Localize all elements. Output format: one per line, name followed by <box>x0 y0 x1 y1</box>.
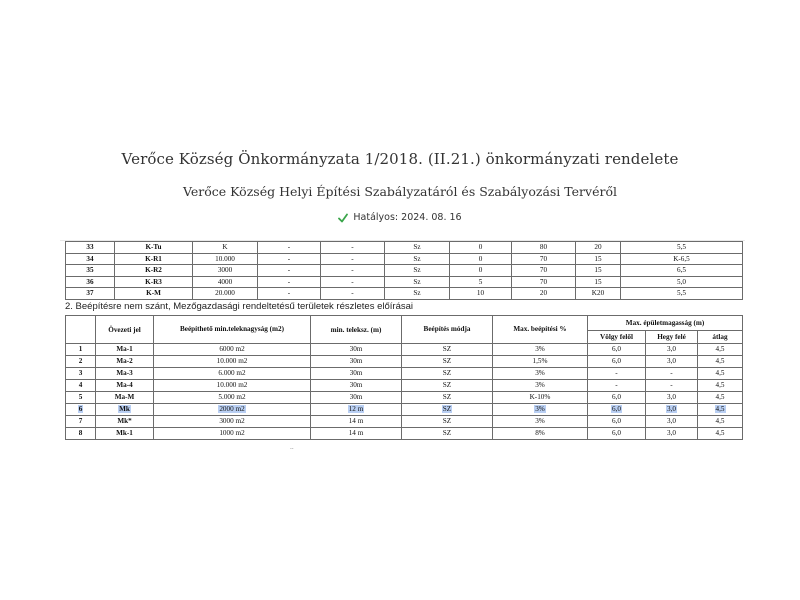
table-cell: 30m <box>311 392 402 404</box>
table-cell: SZ <box>402 368 493 380</box>
table-cell: 4,5 <box>698 344 743 356</box>
table-cell: 80 <box>512 242 576 254</box>
table-row <box>66 288 743 300</box>
table-cell: 20.000 <box>193 288 258 300</box>
table-cell: Mk-1 <box>96 428 154 440</box>
header-min-lot: Beépíthető min.teleknagyság (m2) <box>154 316 311 344</box>
header-zone: Övezeti jel <box>96 316 154 344</box>
table-cell: 6,0 <box>588 344 646 356</box>
table-cell: 6,0 <box>588 428 646 440</box>
table-cell: 6,0 <box>588 356 646 368</box>
table-cell: 4,5 <box>698 368 743 380</box>
table-cell <box>311 404 402 416</box>
table-cell: 3,0 <box>646 416 698 428</box>
table-cell: - <box>258 276 321 288</box>
table-cell: 14 m <box>311 428 402 440</box>
table-cell <box>698 404 743 416</box>
table-cell: Sz <box>385 288 450 300</box>
highlighted-text: 4,5 <box>715 405 725 414</box>
table-cell: 10.000 m2 <box>154 380 311 392</box>
table-cell: 0 <box>450 253 512 265</box>
highlighted-text: Mk <box>119 405 130 414</box>
table-cell: 5,5 <box>621 242 743 254</box>
table-cell: 3% <box>493 344 588 356</box>
table-cell: 4,5 <box>698 380 743 392</box>
table-cell: 4000 <box>193 276 258 288</box>
table-cell: 6,0 <box>588 392 646 404</box>
effective-date <box>338 212 461 223</box>
agricultural-zones-table <box>65 315 743 440</box>
table-cell: 3,0 <box>646 392 698 404</box>
table-cell: K-10% <box>493 392 588 404</box>
table-cell: K-R2 <box>115 265 193 277</box>
table-cell: K-M <box>115 288 193 300</box>
table-cell: - <box>646 368 698 380</box>
zones-table-upper <box>65 241 743 300</box>
table-cell: 5.000 m2 <box>154 392 311 404</box>
table-cell: 30m <box>311 368 402 380</box>
table-cell: 3,0 <box>646 428 698 440</box>
table-cell: 1,5% <box>493 356 588 368</box>
table-cell: 10.000 <box>193 253 258 265</box>
table-cell: SZ <box>402 392 493 404</box>
table-cell: 36 <box>66 276 115 288</box>
table-cell: 4 <box>66 380 96 392</box>
table-cell: 4,5 <box>698 428 743 440</box>
document-header <box>0 150 800 227</box>
table-cell: 34 <box>66 253 115 265</box>
table-cell: 1000 m2 <box>154 428 311 440</box>
table-cell <box>96 404 154 416</box>
table-cell: Sz <box>385 242 450 254</box>
table-cell: 70 <box>512 253 576 265</box>
table-cell: 70 <box>512 276 576 288</box>
table-cell: 3% <box>493 368 588 380</box>
table-cell: 4,5 <box>698 392 743 404</box>
table-cell: K <box>193 242 258 254</box>
table-cell: - <box>258 253 321 265</box>
header-index <box>66 316 96 344</box>
table-cell: K-6,5 <box>621 253 743 265</box>
table-cell: 1 <box>66 344 96 356</box>
highlighted-text: 3% <box>535 405 545 414</box>
highlighted-text: 3,0 <box>667 405 676 414</box>
table-cell: Sz <box>385 276 450 288</box>
table-cell <box>588 404 646 416</box>
table-cell: - <box>258 242 321 254</box>
table-cell: Ma-3 <box>96 368 154 380</box>
table-cell: SZ <box>402 380 493 392</box>
table-row <box>66 380 743 392</box>
table-cell: SZ <box>402 344 493 356</box>
table-cell: K-Tu <box>115 242 193 254</box>
table-cell: SZ <box>402 416 493 428</box>
table-cell: 15 <box>576 265 621 277</box>
table-row <box>66 428 743 440</box>
table-cell: - <box>258 288 321 300</box>
page-subtitle: Verőce Község Helyi Építési Szabályzatáról és Szabályozási Tervéről <box>183 184 617 199</box>
table-cell: 14 m <box>311 416 402 428</box>
table-cell: - <box>588 368 646 380</box>
table-cell: 4,5 <box>698 356 743 368</box>
effective-date-text: Hatályos: 2024. 08. 16 <box>353 212 462 223</box>
table-cell: SZ <box>402 428 493 440</box>
table-cell: 7 <box>66 416 96 428</box>
table-cell: Mk* <box>96 416 154 428</box>
section-heading: 2. Beépítésre nem szánt, Mezőgazdasági rendeltetésű területek részletes előírásai <box>65 301 413 312</box>
table-cell: - <box>258 265 321 277</box>
table-cell: 10 <box>450 288 512 300</box>
table-cell: 15 <box>576 253 621 265</box>
highlighted-text: SZ <box>442 405 452 414</box>
table-cell: 0 <box>450 242 512 254</box>
header-max-height: Max. épületmagasság (m) <box>588 316 743 331</box>
table-row <box>66 356 743 368</box>
table-cell: 6,0 <box>588 416 646 428</box>
table-cell: 8 <box>66 428 96 440</box>
table-cell: 33 <box>66 242 115 254</box>
table-cell: 3 <box>66 368 96 380</box>
table-cell: 35 <box>66 265 115 277</box>
table-cell: 3000 <box>193 265 258 277</box>
table-cell: 6000 m2 <box>154 344 311 356</box>
table-cell: Ma-2 <box>96 356 154 368</box>
table-cell: Ma-M <box>96 392 154 404</box>
highlighted-text: 6 <box>78 405 83 414</box>
table-cell: Sz <box>385 265 450 277</box>
table-row <box>66 368 743 380</box>
header-min-width: min. teleksz. (m) <box>311 316 402 344</box>
check-icon <box>338 213 348 223</box>
table-cell: 3000 m2 <box>154 416 311 428</box>
table-cell: SZ <box>402 356 493 368</box>
page-title: Verőce Község Önkormányzata 1/2018. (II.21.) önkormányzati rendelete <box>121 150 679 168</box>
table-cell <box>66 404 96 416</box>
page-mark: ·· <box>290 446 294 453</box>
table-cell: K-R3 <box>115 276 193 288</box>
header-hill: Hegy felé <box>646 331 698 344</box>
table-cell: 4,5 <box>698 416 743 428</box>
table-cell: 70 <box>512 265 576 277</box>
table-cell: 30m <box>311 356 402 368</box>
highlighted-text: 2000 m2 <box>219 405 245 414</box>
table-cell: - <box>321 288 385 300</box>
table-cell: 0 <box>450 265 512 277</box>
table-cell: 20 <box>512 288 576 300</box>
table-cell: Sz <box>385 253 450 265</box>
table-cell: 30m <box>311 380 402 392</box>
table-cell: K20 <box>576 288 621 300</box>
table-row <box>66 276 743 288</box>
table-cell: 15 <box>576 276 621 288</box>
table-cell: 30m <box>311 344 402 356</box>
table-cell: Ma-1 <box>96 344 154 356</box>
table-cell: 5,5 <box>621 288 743 300</box>
header-build-mode: Beépítés módja <box>402 316 493 344</box>
table-cell: 6.000 m2 <box>154 368 311 380</box>
table-cell: 5 <box>450 276 512 288</box>
table-cell: 37 <box>66 288 115 300</box>
table-cell <box>402 404 493 416</box>
table-cell: Ma-4 <box>96 380 154 392</box>
table-row <box>66 416 743 428</box>
highlighted-text: 6,0 <box>612 405 621 414</box>
table-cell: 3,0 <box>646 356 698 368</box>
table-cell: 5 <box>66 392 96 404</box>
table-cell <box>154 404 311 416</box>
header-valley: Völgy felől <box>588 331 646 344</box>
table-cell: - <box>321 253 385 265</box>
table-cell: 10.000 m2 <box>154 356 311 368</box>
table-cell: 20 <box>576 242 621 254</box>
table-row <box>66 265 743 277</box>
table-row <box>66 242 743 254</box>
header-avg: átlag <box>698 331 743 344</box>
table-cell <box>646 404 698 416</box>
table-cell: 3% <box>493 380 588 392</box>
table-row <box>66 404 743 416</box>
table-cell: - <box>321 265 385 277</box>
table-cell <box>493 404 588 416</box>
table-cell: - <box>646 380 698 392</box>
table-cell: 6,5 <box>621 265 743 277</box>
table-cell: 5,0 <box>621 276 743 288</box>
table-cell: - <box>588 380 646 392</box>
header-max-build: Max. beépítési % <box>493 316 588 344</box>
table-cell: 3,0 <box>646 344 698 356</box>
table-cell: K-R1 <box>115 253 193 265</box>
table-cell: - <box>321 242 385 254</box>
highlighted-text: 12 m <box>348 405 364 414</box>
table-cell: 3% <box>493 416 588 428</box>
table-row <box>66 344 743 356</box>
table-cell: 2 <box>66 356 96 368</box>
table-cell: 8% <box>493 428 588 440</box>
table-cell: - <box>321 276 385 288</box>
table-row <box>66 253 743 265</box>
table-row <box>66 392 743 404</box>
